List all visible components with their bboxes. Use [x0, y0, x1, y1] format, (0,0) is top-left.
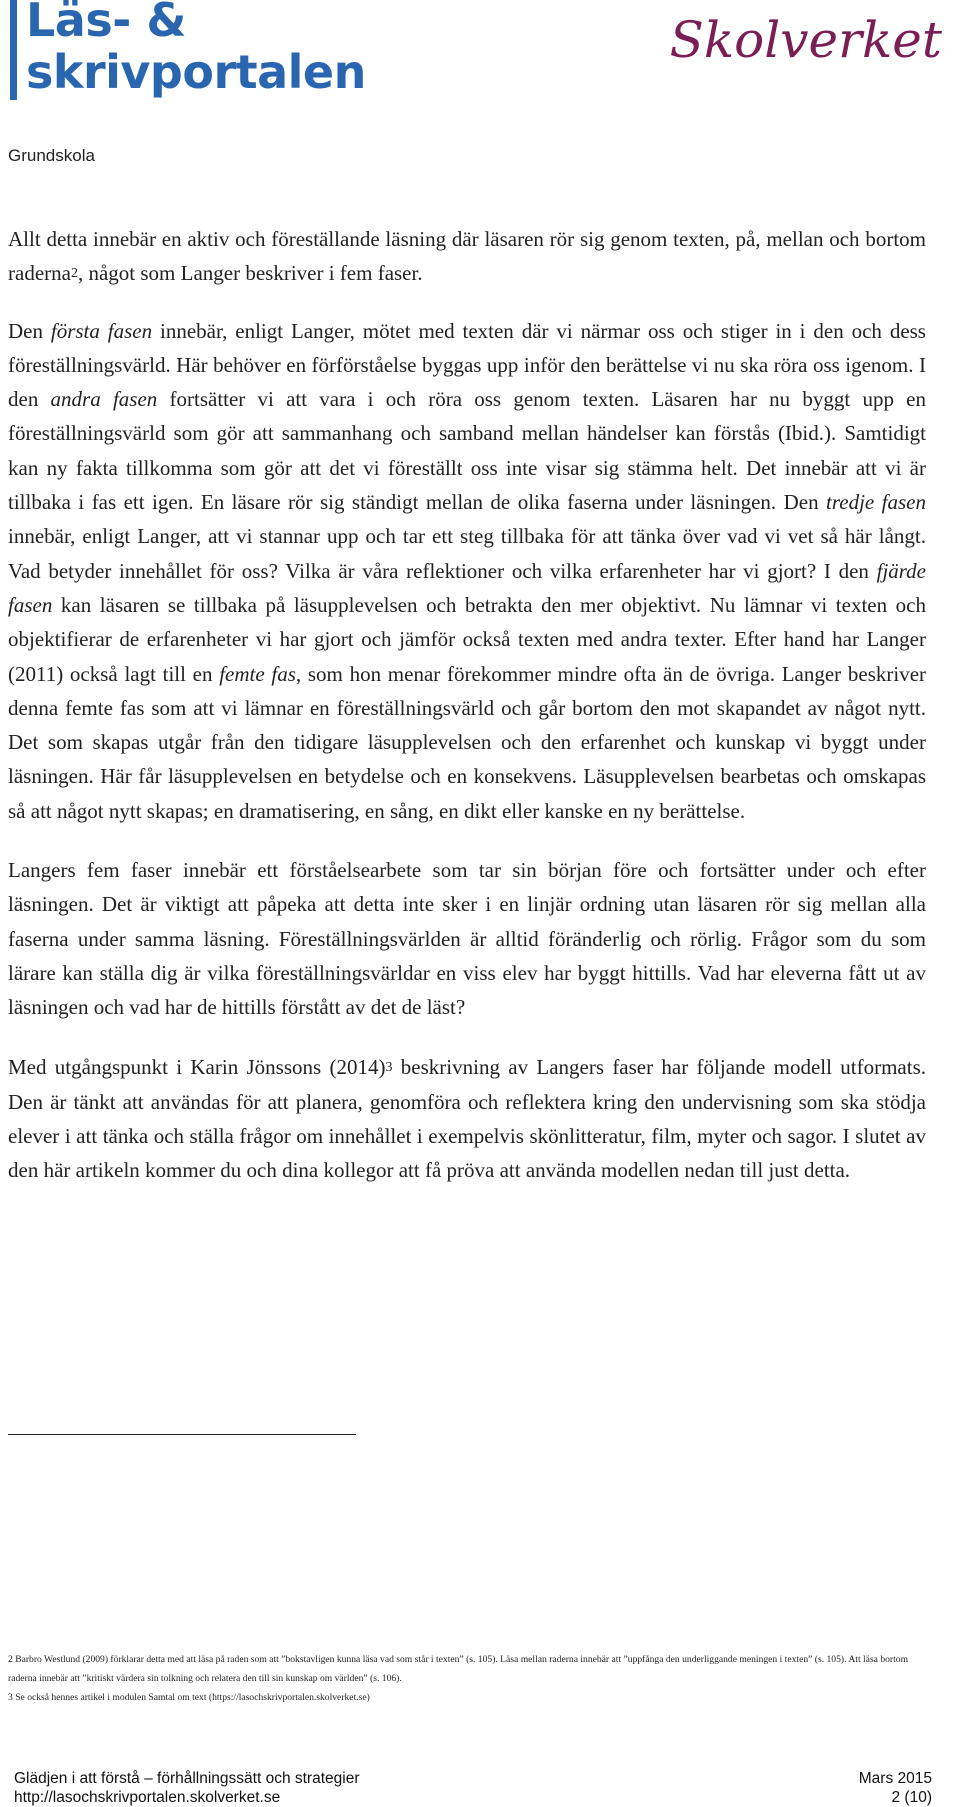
las-skrivportalen-logo[interactable]: [10, 0, 370, 110]
footnote-ref-2[interactable]: 2: [70, 266, 78, 282]
phase-3-term: tredje fasen: [826, 490, 926, 515]
school-stage-label: Grundskola: [8, 146, 95, 165]
article-body: [8, 222, 926, 1188]
skolverket-logo[interactable]: Skolverket: [669, 11, 942, 69]
footnote-3: 3 Se också hennes artikel i modulen Samtal om text (https://lasochskrivportalen.skolverket.se): [8, 1692, 370, 1703]
paragraph-3: Langers fem faser innebär ett förståelsearbete som tar sin början före och fortsätter under och efter läsningen. Det är viktigt att påpeka att detta inte sker i en linjär ordning utan läsaren rör sig mellan alla faserna under samma läsning. Föreställningsvärlden är alltid föränderlig och rörlig. Frågor som du som lärare kan ställa dig är vilka föreställningsvärldar en viss elev har byggt hittills. Vad har eleverna fått ut av läsningen och vad har de hittills förstått av det de läst?: [8, 858, 926, 1020]
footer-url-link[interactable]: http://lasochskrivportalen.skolverket.se: [14, 1789, 281, 1806]
page-footer: [14, 1769, 932, 1807]
phase-2-term: andra fasen: [50, 387, 158, 412]
footer-date: Mars 2015: [858, 1770, 932, 1787]
phase-5-term: femte fas: [219, 661, 296, 686]
paragraph-1: Allt detta innebär en aktiv och föreställande läsning där läsaren rör sig genom texten, på, mellan och bortom raderna$^2$, något som Langer beskriver i fem faser.: [8, 227, 926, 286]
phase-4-term: fjärde fasen: [8, 558, 926, 617]
paragraph-2: Den första fasen innebär, enligt Langer, mötet med texten där vi närmar oss och stiger in i den och dess föreställningsvärld. Här behöver en förförståelse byggas upp inför den berättelse vi nu ska röra oss igenom. I den andra fasen fortsätter vi att vara i och röra oss genom texten. Läsaren har nu byggt upp en föreställningsvärld som gör att sammanhang och samband mellan händelser kan förstås (Ibid.). Samtidigt kan ny fakta tillkomma som gör att det vi föreställt oss inte visar sig stämma helt. Det innebär att vi är tillbaka i fas ett igen. En läsare rör sig ständigt mellan de olika faserna under läsningen. Den tredje fasen innebär, enligt Langer, att vi stannar upp och tar ett steg tillbaka för att tänka över vad vi vet så här långt. Vad betyder innehållet för oss? Vilka är våra reflektioner och vilka erfarenheter har vi gjort? I den fjärde fasen kan läsaren se tillbaka på läsupplevelsen och betrakta den mer objektivt. Nu lämnar vi texten och objektifierar de erfarenheter vi har gjort och jämför också texten med andra texter. Efter hand har Langer (2011) också lagt till en femte fas, som hon menar förekommer mindre ofta än de övriga. Langer beskriver denna femte fas som att vi lämnar en föreställningsvärld och går bortom den mot skapandet av något nytt. Det som skapas utgår från den tidigare läsupplevelsen och den erfarenhet och kunskap vi byggt under läsningen. Här får läsupplevelsen en betydelse och en konsekvens. Läsupplevelsen bearbetas och omskapas så att något nytt skapas; en dramatisering, en sång, en dikt eller kanske en ny berättelse.: [8, 318, 927, 823]
footnote-ref-3[interactable]: 3: [385, 1059, 393, 1075]
footnote-2: 2 Barbro Westlund (2009) förklarar detta med att läsa på raden som att ”bokstavligen kunna läsa vad som står i texten” (s. 105). Läsa mellan raderna innebär att ”uppfånga den underliggande meningen i texten” (s. 105). Att läsa bortom raderna innebär att ”kritiskt värdera sin tolkning och relatera den till sin kunskap om världen” (s. 106).: [8, 1654, 909, 1684]
logo-line-2: skrivportalen: [26, 45, 366, 99]
phase-1-term: första fasen: [50, 318, 153, 343]
paragraph-4: Med utgångspunkt i Karin Jönssons (2014)$^3$ beskrivning av Langers faser har följande modell utformats. Den är tänkt att användas för att planera, genomföra och reflektera kring den undervisning som ska stödja elever i att tänka och ställa frågor om innehållet i exempelvis skönlitteratur, film, myter och sagor. I slutet av den här artikeln kommer du och dina kollegor att få pröva att använda modellen nedan till just detta.: [8, 1054, 926, 1183]
footer-page-number: 2 (10): [891, 1789, 932, 1806]
footnotes: [8, 1650, 938, 1707]
logo-line-1: Läs- &: [26, 0, 186, 47]
footnote-divider: [8, 1434, 356, 1435]
logo-accent-bar: [10, 0, 17, 100]
footer-title: Glädjen i att förstå – förhållningssätt och strategier: [14, 1770, 360, 1787]
